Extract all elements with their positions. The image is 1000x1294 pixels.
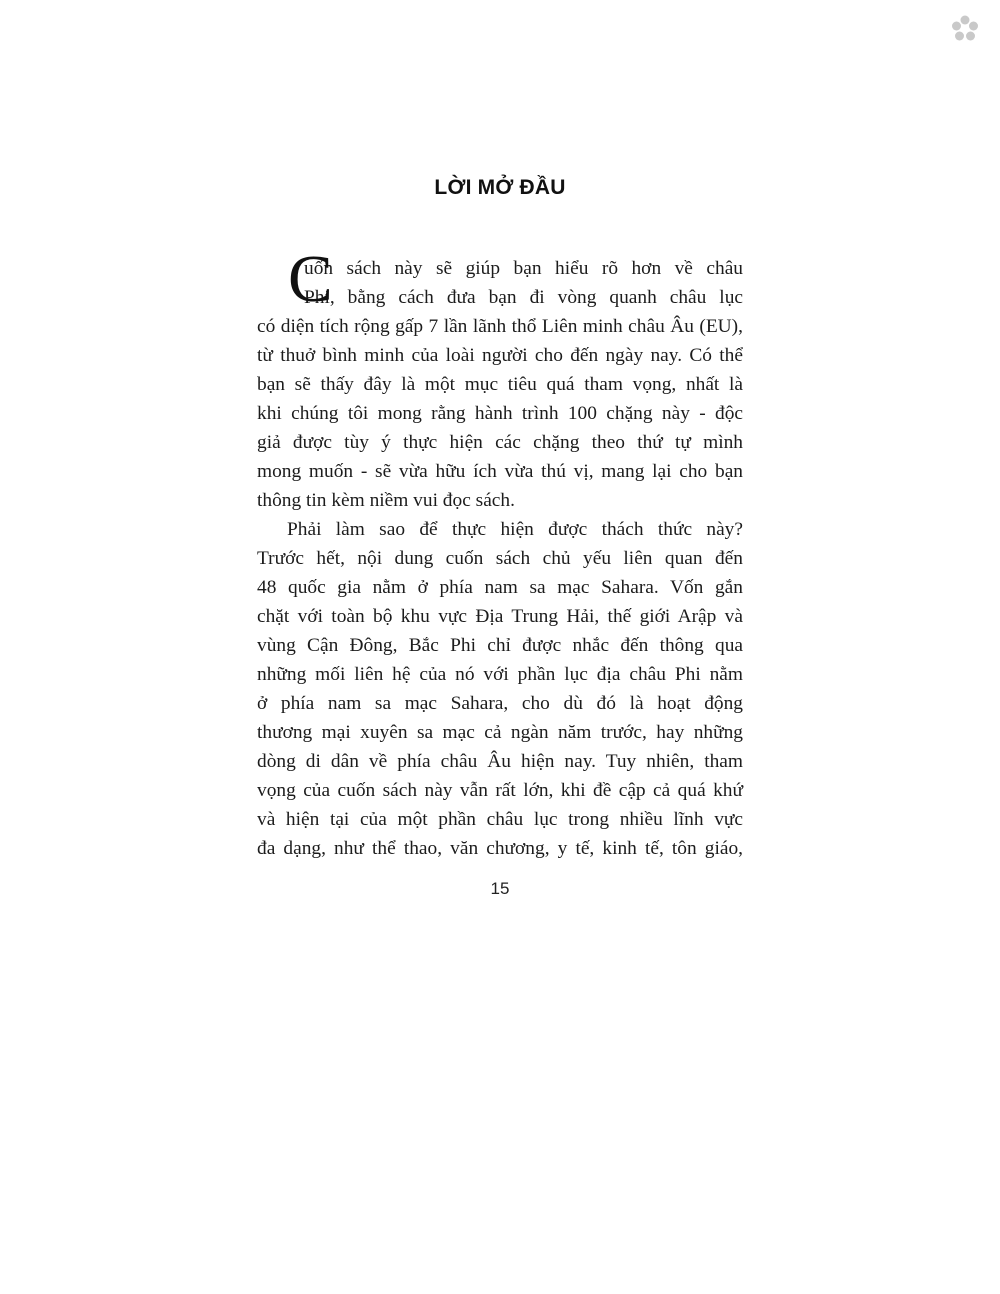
text-line: ở phía nam sa mạc Sahara, cho dù đó là hoạt động (257, 693, 743, 714)
flower-ornament-icon (950, 14, 980, 44)
text-line: chặt với toàn bộ khu vực Địa Trung Hải, thế giới Arập và (257, 606, 743, 627)
text-line: khi chúng tôi mong rằng hành trình 100 chặng này - độc (257, 403, 743, 424)
text-line: 48 quốc gia nằm ở phía nam sa mạc Sahara. Vốn gắn (257, 577, 743, 598)
body-text (257, 242, 743, 863)
text-line: bạn sẽ thấy đây là một mục tiêu quá tham vọng, nhất là (257, 374, 743, 395)
text-line: vọng của cuốn sách này vẫn rất lớn, khi đề cập cả quá khứ (257, 780, 743, 801)
text-line: những mối liên hệ của nó với phần lục địa châu Phi nằm (257, 664, 743, 685)
text-line: Trước hết, nội dung cuốn sách chủ yếu liên quan đến (257, 548, 743, 569)
text-line: mong muốn - sẽ vừa hữu ích vừa thú vị, mang lại cho bạn (257, 461, 743, 482)
text-line: dòng di dân về phía châu Âu hiện nay. Tuy nhiên, tham (257, 751, 743, 772)
text-line: thương mại xuyên sa mạc cả ngàn năm trước, hay những (257, 722, 743, 743)
text-line: uốn sách này sẽ giúp bạn hiểu rõ hơn về châu (304, 258, 743, 279)
text-line: đa dạng, như thể thao, văn chương, y tế, kinh tế, tôn giáo, (257, 838, 743, 859)
text-line: và hiện tại của một phần châu lục trong nhiều lĩnh vực (257, 809, 743, 830)
chapter-title: LỜI MỞ ĐẦU (434, 176, 566, 199)
text-line: từ thuở bình minh của loài người cho đến ngày nay. Có thể (257, 345, 743, 366)
text-line: Phải làm sao để thực hiện được thách thức này? (287, 519, 743, 540)
drop-cap: C (288, 242, 333, 316)
text-line: có diện tích rộng gấp 7 lần lãnh thổ Liên minh châu Âu (EU), (257, 316, 743, 337)
text-line: giả được tùy ý thực hiện các chặng theo thứ tự mình (257, 432, 743, 453)
text-line: vùng Cận Đông, Bắc Phi chỉ được nhắc đến thông qua (257, 635, 743, 656)
page-number: 15 (490, 879, 510, 898)
text-line: Phi, bằng cách đưa bạn đi vòng quanh châu lục (304, 287, 743, 308)
text-line: thông tin kèm niềm vui đọc sách. (257, 490, 515, 511)
